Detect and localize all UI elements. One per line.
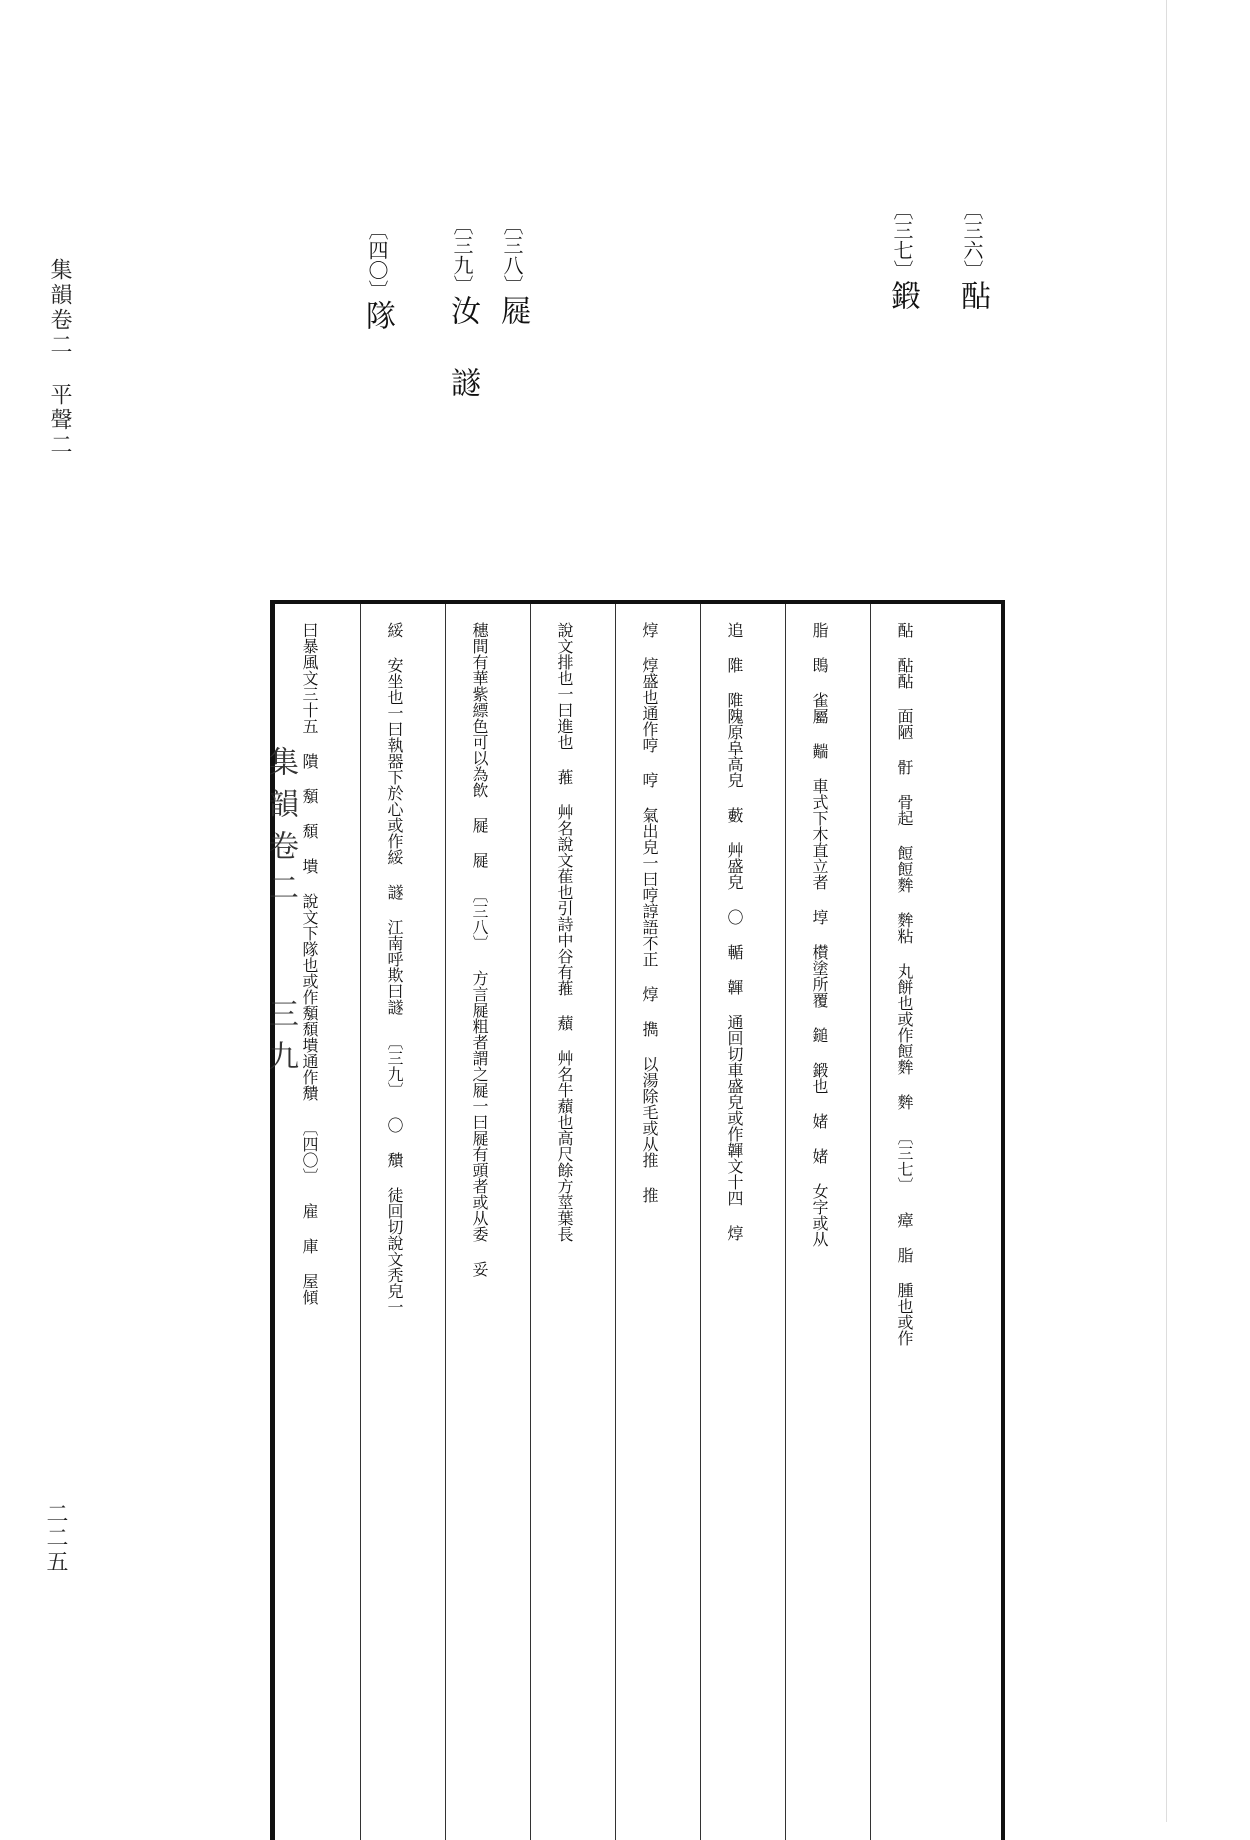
note-char: 隊 — [360, 300, 395, 336]
text-column: 焞 焞盛也通作哼 哼 氣出皃一曰哼諄語不正 焞 擕 以湯除毛或从推 推 — [640, 622, 659, 1203]
note-char: 汝 譢 — [445, 295, 480, 403]
note-tag: 〔三七〕 — [890, 200, 914, 280]
note-tag: 〔三八〕 — [500, 215, 524, 295]
column-rule — [445, 604, 446, 1840]
column-rule — [700, 604, 701, 1840]
text-column: 穗間有華紫縹色可以為飲 屣 屣 〔三八〕 方言屣粗者謂之屣一曰屣有頭者或从委 妥 — [470, 622, 489, 1277]
block-spine-text: 集韻卷二 三九 — [263, 746, 298, 1082]
collation-note — [440, 215, 484, 403]
note-tag: 〔三六〕 — [960, 200, 984, 280]
collation-note — [355, 220, 399, 336]
collation-note — [880, 200, 924, 316]
running-header: 集韻卷二 平聲二 — [47, 258, 72, 458]
note-char: 酟 — [955, 280, 990, 316]
collation-note — [490, 215, 534, 331]
page-edge-line — [1166, 0, 1167, 1822]
woodblock-text-block — [270, 600, 1005, 1840]
text-column: 追 陮 陮隗原阜高皃 藪 艸盛皃 〇 輴 韗 通回切車盛皃或作韗文十四 焞 — [725, 622, 744, 1241]
column-rule — [530, 604, 531, 1840]
note-char: 屣 — [495, 295, 530, 331]
text-column: 酟 酟酟 面陋 骬 骨起 餖餖麰 麰粘 丸餅也或作餖麰 麰 〔三七〕 瘴 脂 腫也或作 — [895, 622, 914, 1346]
column-rule — [870, 604, 871, 1840]
note-tag: 〔三九〕 — [450, 215, 474, 295]
column-rule — [360, 604, 361, 1840]
page-number: 二二五 — [43, 1502, 68, 1574]
text-column: 脂 鵖 雀屬 䵎 車式下木直立者 埻 櫕塗所覆 鎚 鍛也 媎 媎 女字或从 — [810, 622, 829, 1247]
note-tag: 〔四〇〕 — [365, 220, 389, 300]
note-char: 鍛 — [885, 280, 920, 316]
column-rule — [785, 604, 786, 1840]
collation-note — [950, 200, 994, 316]
text-column: 說文排也一曰進也 蓷 艸名說文萑也引詩中谷有蓷 蘈 艸名牛蘈也高尺餘方莖葉長 — [555, 622, 574, 1242]
text-column: 綏 安坐也一曰執器下於心或作綏 譢 江南呼欺曰譢 〔三九〕 〇 穨 徒回切說文秃皃一 — [385, 622, 404, 1315]
text-column: 曰暴風文三十五 隤 頺 頹 墤 說文下隊也或作頺頹墤通作穨 〔四〇〕 雇 庫 屋傾 — [300, 622, 319, 1305]
column-rule — [615, 604, 616, 1840]
